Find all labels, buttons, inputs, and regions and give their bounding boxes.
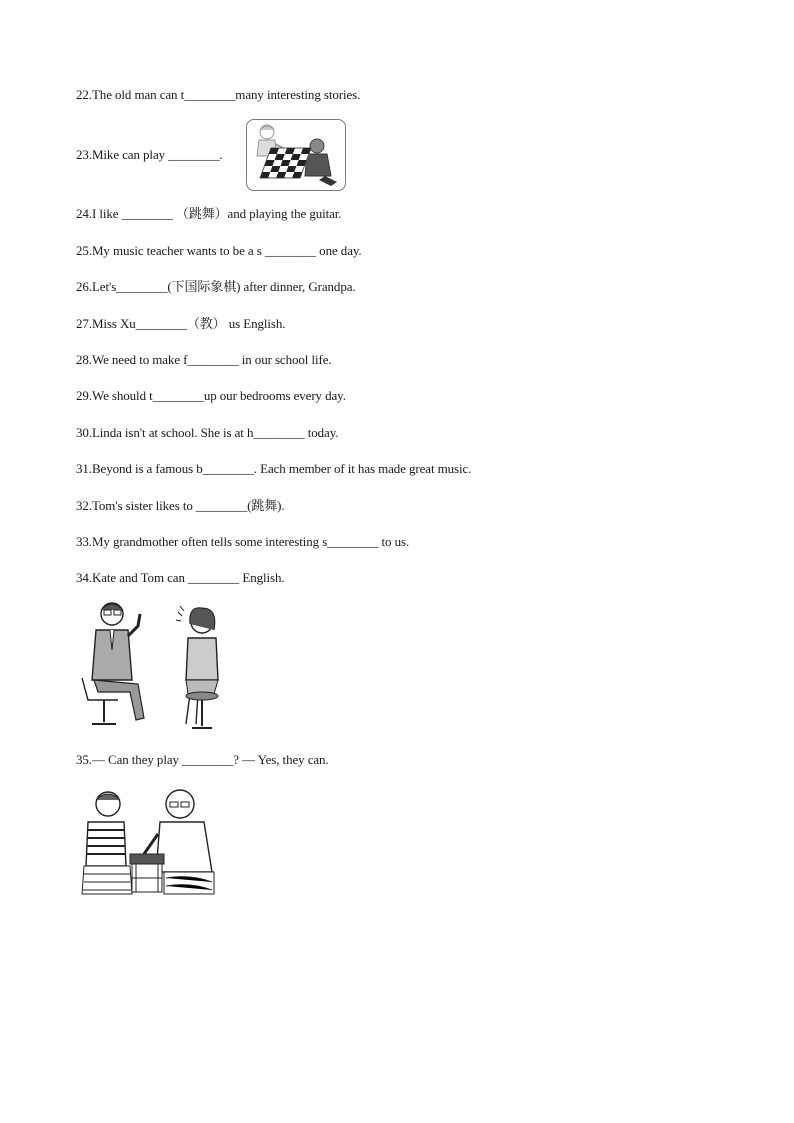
question-35: 35.— Can they play ________? — Yes, they can.	[76, 752, 329, 767]
question-24: 24.I like ________ （跳舞）and playing the guitar.	[76, 206, 342, 221]
question-29: 29.We should t________up our bedrooms every day.	[76, 388, 346, 403]
two-people-talking-illustration	[78, 600, 228, 735]
question-25: 25.My music teacher wants to be a s ________ one day.	[76, 243, 362, 258]
question-30: 30.Linda isn't at school. She is at h________ today.	[76, 425, 339, 440]
question-27: 27.Miss Xu________（教） us English.	[76, 316, 286, 331]
question-32: 32.Tom's sister likes to ________(跳舞).	[76, 498, 285, 513]
chess-kids-illustration	[246, 119, 346, 191]
question-31: 31.Beyond is a famous b________. Each member of it has made great music.	[76, 461, 472, 476]
question-23: 23.Mike can play ________.	[76, 147, 223, 162]
question-33: 33.My grandmother often tells some interesting s________ to us.	[76, 534, 410, 549]
two-men-playing-chess-illustration	[80, 782, 218, 897]
question-34: 34.Kate and Tom can ________ English.	[76, 570, 285, 585]
question-28: 28.We need to make f________ in our school life.	[76, 352, 332, 367]
question-22: 22.The old man can t________many interesting stories.	[76, 87, 361, 102]
question-26: 26.Let's________(下国际象棋) after dinner, Grandpa.	[76, 279, 356, 294]
